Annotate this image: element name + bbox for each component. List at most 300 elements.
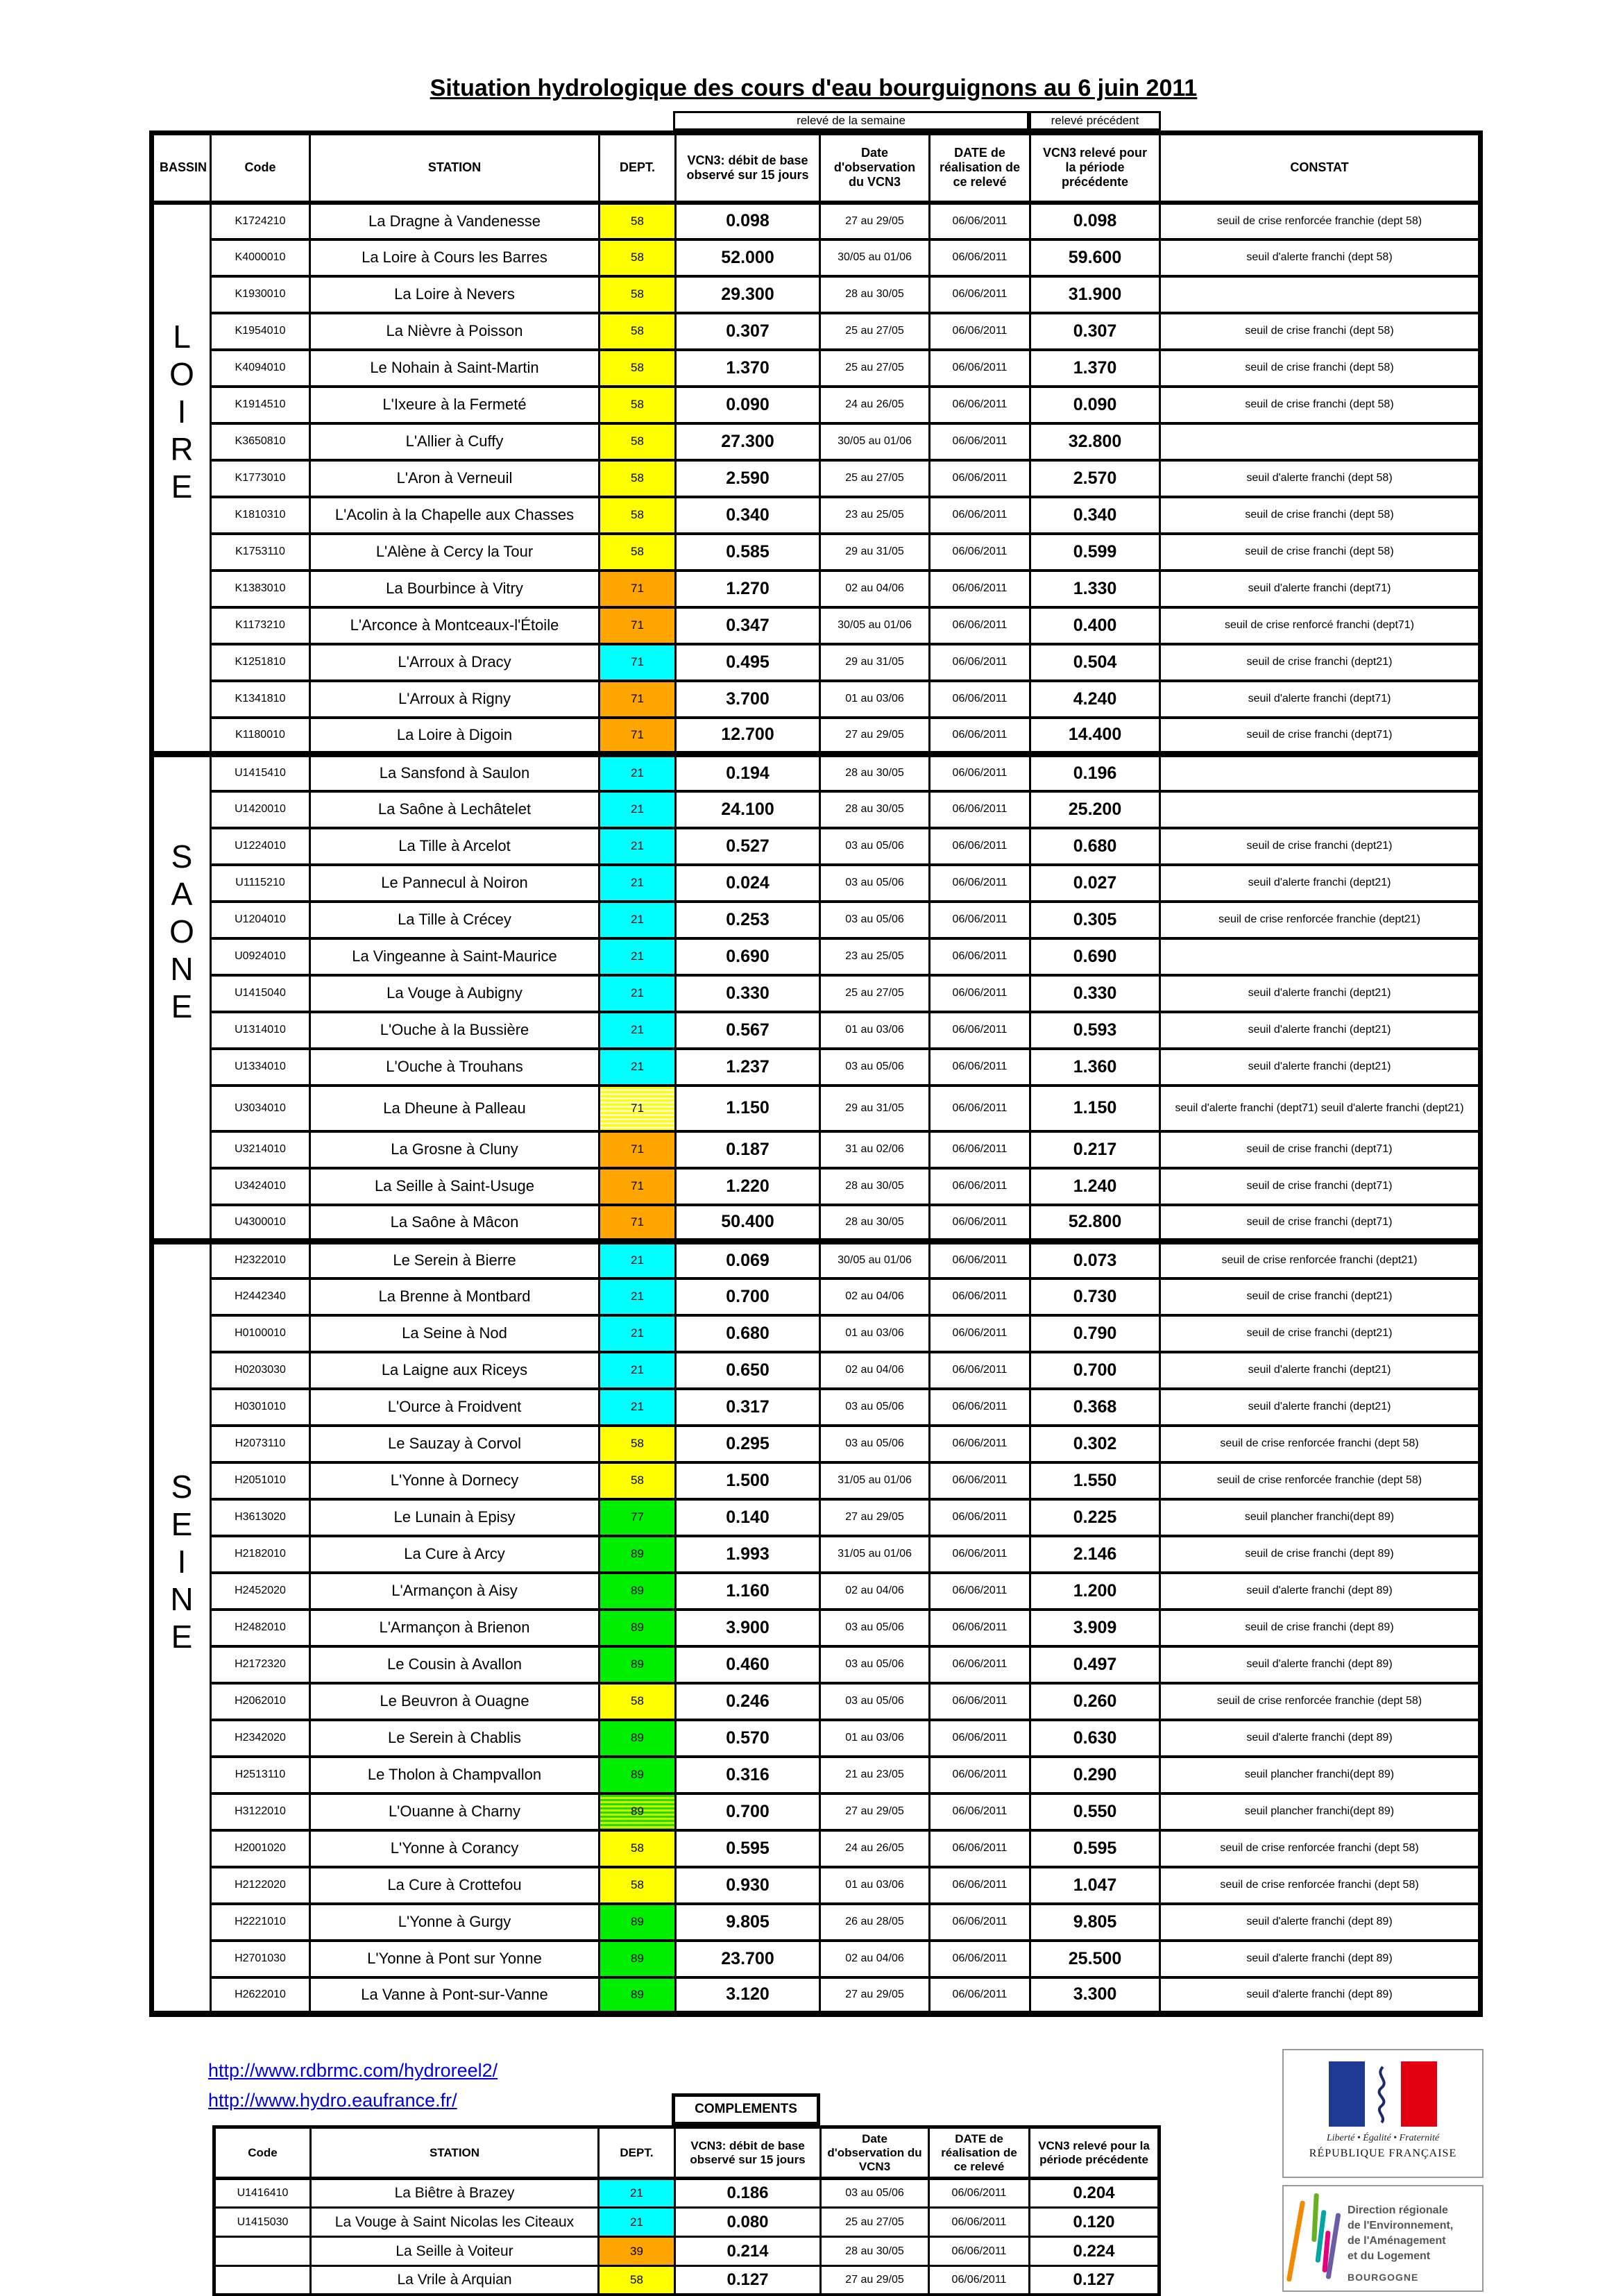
station-cell: L'Alène à Cercy la Tour — [310, 534, 600, 571]
vcn3-prev-cell: 0.307 — [1030, 313, 1160, 350]
station-cell: La Grosne à Cluny — [310, 1131, 600, 1168]
dept-cell: 89 — [600, 1941, 676, 1977]
date-real-cell: 06/06/2011 — [930, 1352, 1030, 1389]
constat-cell: seuil d'alerte franchi (dept21) — [1160, 865, 1481, 902]
table-row — [152, 791, 1481, 828]
dreal-line: de l'Aménagement — [1348, 2235, 1446, 2247]
vcn3-cell: 0.347 — [676, 607, 820, 644]
vcn3-prev-cell: 0.305 — [1030, 902, 1160, 938]
table-row — [152, 681, 1481, 718]
dept-cell: 58 — [600, 423, 676, 460]
date-real-cell: 06/06/2011 — [930, 313, 1030, 350]
table-row — [152, 1720, 1481, 1757]
constat-cell: seuil plancher franchi(dept 89) — [1160, 1499, 1481, 1536]
marianne-profile-icon — [1369, 2061, 1397, 2127]
dept-cell: 58 — [599, 2266, 675, 2295]
vcn3-prev-cell: 3.300 — [1030, 1977, 1160, 2014]
dept-cell: 89 — [600, 1720, 676, 1757]
station-cell: L'Armançon à Brienon — [310, 1610, 600, 1646]
table-row — [152, 1352, 1481, 1389]
code-cell: H2442340 — [211, 1278, 310, 1315]
vcn3-prev-cell: 0.340 — [1030, 497, 1160, 534]
constat-cell: seuil de crise renforcée franchi (dept 58) — [1160, 1426, 1481, 1462]
date-obs-cell: 25 au 27/05 — [820, 975, 930, 1012]
vcn3-cell: 24.100 — [676, 791, 820, 828]
date-obs-cell: 03 au 05/06 — [821, 2179, 929, 2208]
dept-cell: 21 — [600, 1242, 676, 1278]
vcn3-cell: 9.805 — [676, 1904, 820, 1941]
dept-cell: 89 — [600, 1646, 676, 1683]
constat-cell: seuil d'alerte franchi (dept71) — [1160, 571, 1481, 607]
vcn3-cell: 0.585 — [676, 534, 820, 571]
basin-label-saone: S A O N E — [152, 754, 211, 1242]
constat-cell — [1160, 938, 1481, 975]
constat-cell: seuil de crise franchi (dept 89) — [1160, 1610, 1481, 1646]
constat-cell: seuil plancher franchi(dept 89) — [1160, 1757, 1481, 1793]
constat-cell — [1160, 754, 1481, 791]
constat-cell: seuil d'alerte franchi (dept 89) — [1160, 1977, 1481, 2014]
vcn3-cell: 3.700 — [676, 681, 820, 718]
vcn3-prev-cell: 1.370 — [1030, 350, 1160, 387]
date-real-cell: 06/06/2011 — [930, 607, 1030, 644]
table-row — [152, 387, 1481, 423]
station-cell: La Vouge à Aubigny — [310, 975, 600, 1012]
constat-cell: seuil de crise renforcée franchi (dept21) — [1160, 1242, 1481, 1278]
date-obs-cell: 02 au 04/06 — [820, 1941, 930, 1977]
dept-cell: 89 — [600, 1610, 676, 1646]
station-cell: L'Ixeure à la Fermeté — [310, 387, 600, 423]
station-cell: Le Serein à Chablis — [310, 1720, 600, 1757]
rf-motto: Liberté • Égalité • Fraternité — [1326, 2133, 1440, 2143]
code-cell: U1115210 — [211, 865, 310, 902]
date-real-cell: 06/06/2011 — [930, 1462, 1030, 1499]
vcn3-cell: 0.140 — [676, 1499, 820, 1536]
code-cell: H2221010 — [211, 1904, 310, 1941]
link-hydroreel[interactable]: http://www.rdbrmc.com/hydroreel2/ — [208, 2060, 498, 2081]
table-row — [152, 828, 1481, 865]
dept-cell: 89 — [600, 1904, 676, 1941]
vcn3-prev-cell: 0.700 — [1030, 1352, 1160, 1389]
table-row — [152, 239, 1481, 276]
code-cell: H2062010 — [211, 1683, 310, 1720]
vcn3-prev-cell: 0.120 — [1030, 2208, 1159, 2237]
code-cell: U1334010 — [211, 1049, 310, 1086]
station-cell: Le Serein à Bierre — [310, 1242, 600, 1278]
table-row — [152, 276, 1481, 313]
code-cell — [214, 2266, 311, 2295]
station-cell: L'Arroux à Rigny — [310, 681, 600, 718]
vcn3-prev-cell: 52.800 — [1030, 1205, 1160, 1242]
vcn3-cell: 0.340 — [676, 497, 820, 534]
table-row — [152, 1049, 1481, 1086]
code-cell: U0924010 — [211, 938, 310, 975]
code-cell: H2172320 — [211, 1646, 310, 1683]
date-obs-cell: 01 au 03/06 — [820, 681, 930, 718]
date-real-cell: 06/06/2011 — [930, 276, 1030, 313]
date-real-cell: 06/06/2011 — [930, 681, 1030, 718]
code-cell: U1420010 — [211, 791, 310, 828]
code-cell: H2482010 — [211, 1610, 310, 1646]
station-cell: L'Arconce à Montceaux-l'Étoile — [310, 607, 600, 644]
dept-cell: 89 — [600, 1757, 676, 1793]
date-real-cell: 06/06/2011 — [930, 902, 1030, 938]
vcn3-prev-cell: 0.225 — [1030, 1499, 1160, 1536]
vcn3-cell: 0.127 — [675, 2266, 821, 2295]
table-row — [152, 571, 1481, 607]
col-header-station: STATION — [310, 133, 600, 203]
dept-cell: 71 — [600, 1086, 676, 1131]
date-real-cell: 06/06/2011 — [930, 1315, 1030, 1352]
vcn3-cell: 0.246 — [676, 1683, 820, 1720]
date-obs-cell: 27 au 29/05 — [820, 1977, 930, 2014]
vcn3-cell: 0.930 — [676, 1867, 820, 1904]
constat-cell: seuil de crise franchi (dept 89) — [1160, 1536, 1481, 1573]
station-cell: L'Yonne à Gurgy — [310, 1904, 600, 1941]
station-cell: La Vouge à Saint Nicolas les Citeaux — [311, 2208, 599, 2237]
vcn3-cell: 0.567 — [676, 1012, 820, 1049]
table-row — [152, 607, 1481, 644]
vcn3-cell: 0.495 — [676, 644, 820, 681]
station-cell: Le Cousin à Avallon — [310, 1646, 600, 1683]
date-obs-cell: 23 au 25/05 — [820, 497, 930, 534]
comp-col-header-dept: DEPT. — [599, 2127, 675, 2179]
date-obs-cell: 31 au 02/06 — [820, 1131, 930, 1168]
constat-cell: seuil d'alerte franchi (dept21) — [1160, 1352, 1481, 1389]
vcn3-prev-cell: 0.090 — [1030, 387, 1160, 423]
code-cell: K1341810 — [211, 681, 310, 718]
date-real-cell: 06/06/2011 — [930, 1242, 1030, 1278]
station-cell: La Vingeanne à Saint-Maurice — [310, 938, 600, 975]
vcn3-prev-cell: 4.240 — [1030, 681, 1160, 718]
dept-cell: 71 — [600, 571, 676, 607]
comp-table-body — [214, 2179, 1159, 2295]
vcn3-cell: 50.400 — [676, 1205, 820, 1242]
code-cell: K1954010 — [211, 313, 310, 350]
vcn3-prev-cell: 0.027 — [1030, 865, 1160, 902]
vcn3-prev-cell: 9.805 — [1030, 1904, 1160, 1941]
date-obs-cell: 30/05 au 01/06 — [820, 239, 930, 276]
constat-cell: seuil d'alerte franchi (dept 89) — [1160, 1720, 1481, 1757]
station-cell: La Seille à Voiteur — [311, 2237, 599, 2266]
dept-cell: 21 — [600, 975, 676, 1012]
dept-cell: 58 — [600, 1830, 676, 1867]
table-row — [152, 1573, 1481, 1610]
date-real-cell: 06/06/2011 — [930, 1646, 1030, 1683]
date-obs-cell: 03 au 05/06 — [820, 1049, 930, 1086]
link-eaufrance[interactable]: http://www.hydro.eaufrance.fr/ — [208, 2090, 457, 2111]
comp-col-header-code: Code — [214, 2127, 311, 2179]
dept-cell: 71 — [600, 681, 676, 718]
constat-cell: seuil de crise franchi (dept21) — [1160, 1278, 1481, 1315]
vcn3-prev-cell: 2.570 — [1030, 460, 1160, 497]
col-header-vcn3-prev: VCN3 relevé pour la période précédente — [1030, 133, 1160, 203]
vcn3-cell: 0.650 — [676, 1352, 820, 1389]
station-cell: L'Arroux à Dracy — [310, 644, 600, 681]
station-cell: La Seille à Saint-Usuge — [310, 1168, 600, 1205]
vcn3-cell: 27.300 — [676, 423, 820, 460]
station-cell: L'Aron à Verneuil — [310, 460, 600, 497]
constat-cell: seuil d'alerte franchi (dept 89) — [1160, 1573, 1481, 1610]
station-cell: La Vrile à Arquian — [311, 2266, 599, 2295]
vcn3-cell: 0.700 — [676, 1278, 820, 1315]
vcn3-cell: 0.069 — [676, 1242, 820, 1278]
vcn3-cell: 0.317 — [676, 1389, 820, 1426]
comp-col-header-date-real: DATE de réalisation de ce relevé — [929, 2127, 1030, 2179]
date-obs-cell: 26 au 28/05 — [820, 1904, 930, 1941]
code-cell: K1724210 — [211, 203, 310, 239]
constat-cell: seuil de crise renforcée franchie (dept 58) — [1160, 1683, 1481, 1720]
date-obs-cell: 01 au 03/06 — [820, 1315, 930, 1352]
constat-cell: seuil de crise renforcée franchie (dept 58) — [1160, 203, 1481, 239]
vcn3-prev-cell: 0.730 — [1030, 1278, 1160, 1315]
date-obs-cell: 31/05 au 01/06 — [820, 1536, 930, 1573]
station-cell: La Nièvre à Poisson — [310, 313, 600, 350]
date-real-cell: 06/06/2011 — [930, 1049, 1030, 1086]
date-real-cell: 06/06/2011 — [930, 791, 1030, 828]
links — [208, 2060, 498, 2111]
vcn3-prev-cell: 0.790 — [1030, 1315, 1160, 1352]
code-cell: U1204010 — [211, 902, 310, 938]
station-cell: L'Yonne à Corancy — [310, 1830, 600, 1867]
date-real-cell: 06/06/2011 — [930, 754, 1030, 791]
code-cell: K1773010 — [211, 460, 310, 497]
constat-cell — [1160, 423, 1481, 460]
vcn3-cell: 0.186 — [675, 2179, 821, 2208]
station-cell: La Bourbince à Vitry — [310, 571, 600, 607]
station-cell: La Dragne à Vandenesse — [310, 203, 600, 239]
date-obs-cell: 24 au 26/05 — [820, 387, 930, 423]
date-obs-cell: 02 au 04/06 — [820, 1352, 930, 1389]
vcn3-prev-cell: 0.127 — [1030, 2266, 1159, 2295]
date-real-cell: 06/06/2011 — [930, 534, 1030, 571]
vcn3-cell: 0.253 — [676, 902, 820, 938]
dept-cell: 58 — [600, 1426, 676, 1462]
vcn3-cell: 29.300 — [676, 276, 820, 313]
constat-cell: seuil de crise renforcé franchi (dept71) — [1160, 607, 1481, 644]
date-obs-cell: 01 au 03/06 — [820, 1012, 930, 1049]
constat-cell — [1160, 276, 1481, 313]
station-cell: L'Ouanne à Charny — [310, 1793, 600, 1830]
dreal-line: et du Logement — [1348, 2250, 1431, 2262]
code-cell: K1180010 — [211, 718, 310, 754]
code-cell: U4300010 — [211, 1205, 310, 1242]
dept-cell: 58 — [600, 1683, 676, 1720]
table-row — [214, 2266, 1159, 2295]
code-cell: H2182010 — [211, 1536, 310, 1573]
station-cell: La Saône à Mâcon — [310, 1205, 600, 1242]
vcn3-prev-cell: 1.360 — [1030, 1049, 1160, 1086]
dept-cell: 21 — [599, 2179, 675, 2208]
date-obs-cell: 29 au 31/05 — [820, 534, 930, 571]
vcn3-cell: 0.090 — [676, 387, 820, 423]
date-obs-cell: 27 au 29/05 — [820, 1499, 930, 1536]
rf-name: RÉPUBLIQUE FRANÇAISE — [1309, 2147, 1457, 2159]
table-row — [152, 1757, 1481, 1793]
date-obs-cell: 28 au 30/05 — [821, 2237, 929, 2266]
date-real-cell: 06/06/2011 — [930, 203, 1030, 239]
table-row — [152, 497, 1481, 534]
dreal-text — [1348, 2192, 1475, 2285]
constat-cell: seuil de crise franchi (dept 58) — [1160, 387, 1481, 423]
station-cell: L'Ource à Froidvent — [310, 1389, 600, 1426]
date-obs-cell: 28 au 30/05 — [820, 1168, 930, 1205]
table-row — [152, 938, 1481, 975]
table-row — [152, 644, 1481, 681]
code-cell: U1224010 — [211, 828, 310, 865]
col-header-date-obs: Date d'observation du VCN3 — [820, 133, 930, 203]
dreal-region: BOURGOGNE — [1348, 2272, 1419, 2283]
dept-cell: 58 — [600, 387, 676, 423]
date-obs-cell: 02 au 04/06 — [820, 571, 930, 607]
date-obs-cell: 03 au 05/06 — [820, 1646, 930, 1683]
date-real-cell: 06/06/2011 — [930, 1086, 1030, 1131]
station-cell: L'Armançon à Aisy — [310, 1573, 600, 1610]
constat-cell: seuil d'alerte franchi (dept 58) — [1160, 460, 1481, 497]
table-row — [152, 423, 1481, 460]
dept-cell: 21 — [600, 902, 676, 938]
date-obs-cell: 30/05 au 01/06 — [820, 607, 930, 644]
date-real-cell: 06/06/2011 — [930, 1536, 1030, 1573]
date-obs-cell: 29 au 31/05 — [820, 1086, 930, 1131]
station-cell: La Loire à Nevers — [310, 276, 600, 313]
vcn3-prev-cell: 0.680 — [1030, 828, 1160, 865]
table-row — [152, 1941, 1481, 1977]
dept-cell: 21 — [600, 1049, 676, 1086]
dept-cell: 21 — [600, 865, 676, 902]
vcn3-cell: 0.700 — [676, 1793, 820, 1830]
date-obs-cell: 30/05 au 01/06 — [820, 1242, 930, 1278]
table-row — [152, 313, 1481, 350]
station-cell: La Sansfond à Saulon — [310, 754, 600, 791]
dept-cell: 89 — [600, 1793, 676, 1830]
dept-cell: 58 — [600, 313, 676, 350]
vcn3-prev-cell: 0.690 — [1030, 938, 1160, 975]
code-cell: U1314010 — [211, 1012, 310, 1049]
constat-cell: seuil de crise franchi (dept21) — [1160, 828, 1481, 865]
table-row — [152, 902, 1481, 938]
table-row — [152, 1086, 1481, 1131]
date-real-cell: 06/06/2011 — [930, 1205, 1030, 1242]
date-real-cell: 06/06/2011 — [930, 1012, 1030, 1049]
constat-cell: seuil d'alerte franchi (dept21) — [1160, 1012, 1481, 1049]
dept-cell: 21 — [600, 754, 676, 791]
date-real-cell: 06/06/2011 — [930, 865, 1030, 902]
complements-header-row — [214, 2127, 1159, 2179]
code-cell: H2701030 — [211, 1941, 310, 1977]
table-row — [152, 1168, 1481, 1205]
constat-cell: seuil de crise franchi (dept71) — [1160, 1131, 1481, 1168]
date-obs-cell: 03 au 05/06 — [820, 902, 930, 938]
table-row — [152, 1610, 1481, 1646]
date-real-cell: 06/06/2011 — [930, 1610, 1030, 1646]
vcn3-cell: 1.270 — [676, 571, 820, 607]
code-cell: K1251810 — [211, 644, 310, 681]
dept-cell: 21 — [600, 828, 676, 865]
dept-cell: 58 — [600, 497, 676, 534]
comp-col-header-vcn3-prev: VCN3 relevé pour la période précédente — [1030, 2127, 1159, 2179]
table-row — [152, 1646, 1481, 1683]
code-cell: K1914510 — [211, 387, 310, 423]
vcn3-cell: 0.194 — [676, 754, 820, 791]
code-cell: H0100010 — [211, 1315, 310, 1352]
station-cell: Le Tholon à Champvallon — [310, 1757, 600, 1793]
code-cell: K1753110 — [211, 534, 310, 571]
vcn3-cell: 0.080 — [675, 2208, 821, 2237]
dept-cell: 21 — [600, 1012, 676, 1049]
vcn3-prev-cell: 0.595 — [1030, 1830, 1160, 1867]
dept-cell: 89 — [600, 1573, 676, 1610]
dept-cell: 89 — [600, 1977, 676, 2014]
constat-cell: seuil d'alerte franchi (dept71) — [1160, 681, 1481, 718]
dept-cell: 71 — [600, 1205, 676, 1242]
code-cell: H2342020 — [211, 1720, 310, 1757]
code-cell: U3214010 — [211, 1131, 310, 1168]
station-cell: Le Beuvron à Ouagne — [310, 1683, 600, 1720]
constat-cell: seuil de crise franchi (dept21) — [1160, 644, 1481, 681]
basin-label-loire: L O I R E — [152, 203, 211, 754]
vcn3-prev-cell: 0.504 — [1030, 644, 1160, 681]
dept-cell: 21 — [600, 1278, 676, 1315]
vcn3-prev-cell: 0.302 — [1030, 1426, 1160, 1462]
station-cell: L'Acolin à la Chapelle aux Chasses — [310, 497, 600, 534]
vcn3-cell: 0.460 — [676, 1646, 820, 1683]
vcn3-prev-cell: 0.593 — [1030, 1012, 1160, 1049]
date-obs-cell: 21 au 23/05 — [820, 1757, 930, 1793]
comp-col-header-station: STATION — [311, 2127, 599, 2179]
vcn3-prev-cell: 0.497 — [1030, 1646, 1160, 1683]
code-cell: U1415410 — [211, 754, 310, 791]
table-row — [214, 2179, 1159, 2208]
vcn3-prev-cell: 31.900 — [1030, 276, 1160, 313]
station-cell: Le Nohain à Saint-Martin — [310, 350, 600, 387]
vcn3-prev-cell: 0.260 — [1030, 1683, 1160, 1720]
vcn3-prev-cell: 2.146 — [1030, 1536, 1160, 1573]
constat-cell: seuil d'alerte franchi (dept21) — [1160, 1049, 1481, 1086]
vcn3-prev-cell: 0.098 — [1030, 203, 1160, 239]
date-obs-cell: 01 au 03/06 — [820, 1867, 930, 1904]
date-real-cell: 06/06/2011 — [930, 1499, 1030, 1536]
date-real-cell: 06/06/2011 — [930, 1131, 1030, 1168]
station-cell: La Saône à Lechâtelet — [310, 791, 600, 828]
date-obs-cell: 28 au 30/05 — [820, 791, 930, 828]
table-row — [152, 1462, 1481, 1499]
date-real-cell: 06/06/2011 — [930, 1867, 1030, 1904]
vcn3-prev-cell: 0.630 — [1030, 1720, 1160, 1757]
dept-cell: 21 — [600, 1315, 676, 1352]
vcn3-cell: 0.690 — [676, 938, 820, 975]
vcn3-prev-cell: 0.224 — [1030, 2237, 1159, 2266]
date-real-cell: 06/06/2011 — [930, 1757, 1030, 1793]
constat-cell: seuil de crise franchi (dept21) — [1160, 1315, 1481, 1352]
vcn3-prev-cell: 1.150 — [1030, 1086, 1160, 1131]
date-real-cell: 06/06/2011 — [930, 718, 1030, 754]
date-obs-cell: 01 au 03/06 — [820, 1720, 930, 1757]
constat-cell: seuil de crise franchi (dept 58) — [1160, 313, 1481, 350]
date-real-cell: 06/06/2011 — [929, 2266, 1030, 2295]
vcn3-prev-cell: 25.200 — [1030, 791, 1160, 828]
code-cell: H2322010 — [211, 1242, 310, 1278]
vcn3-prev-cell: 32.800 — [1030, 423, 1160, 460]
station-cell: Le Pannecul à Noiron — [310, 865, 600, 902]
vcn3-cell: 0.214 — [675, 2237, 821, 2266]
dreal-logo — [1282, 2185, 1484, 2292]
col-header-code: Code — [211, 133, 310, 203]
main-table — [149, 130, 1483, 2017]
dept-cell: 21 — [600, 791, 676, 828]
table-row — [152, 718, 1481, 754]
vcn3-prev-cell: 14.400 — [1030, 718, 1160, 754]
col-header-dept: DEPT. — [600, 133, 676, 203]
